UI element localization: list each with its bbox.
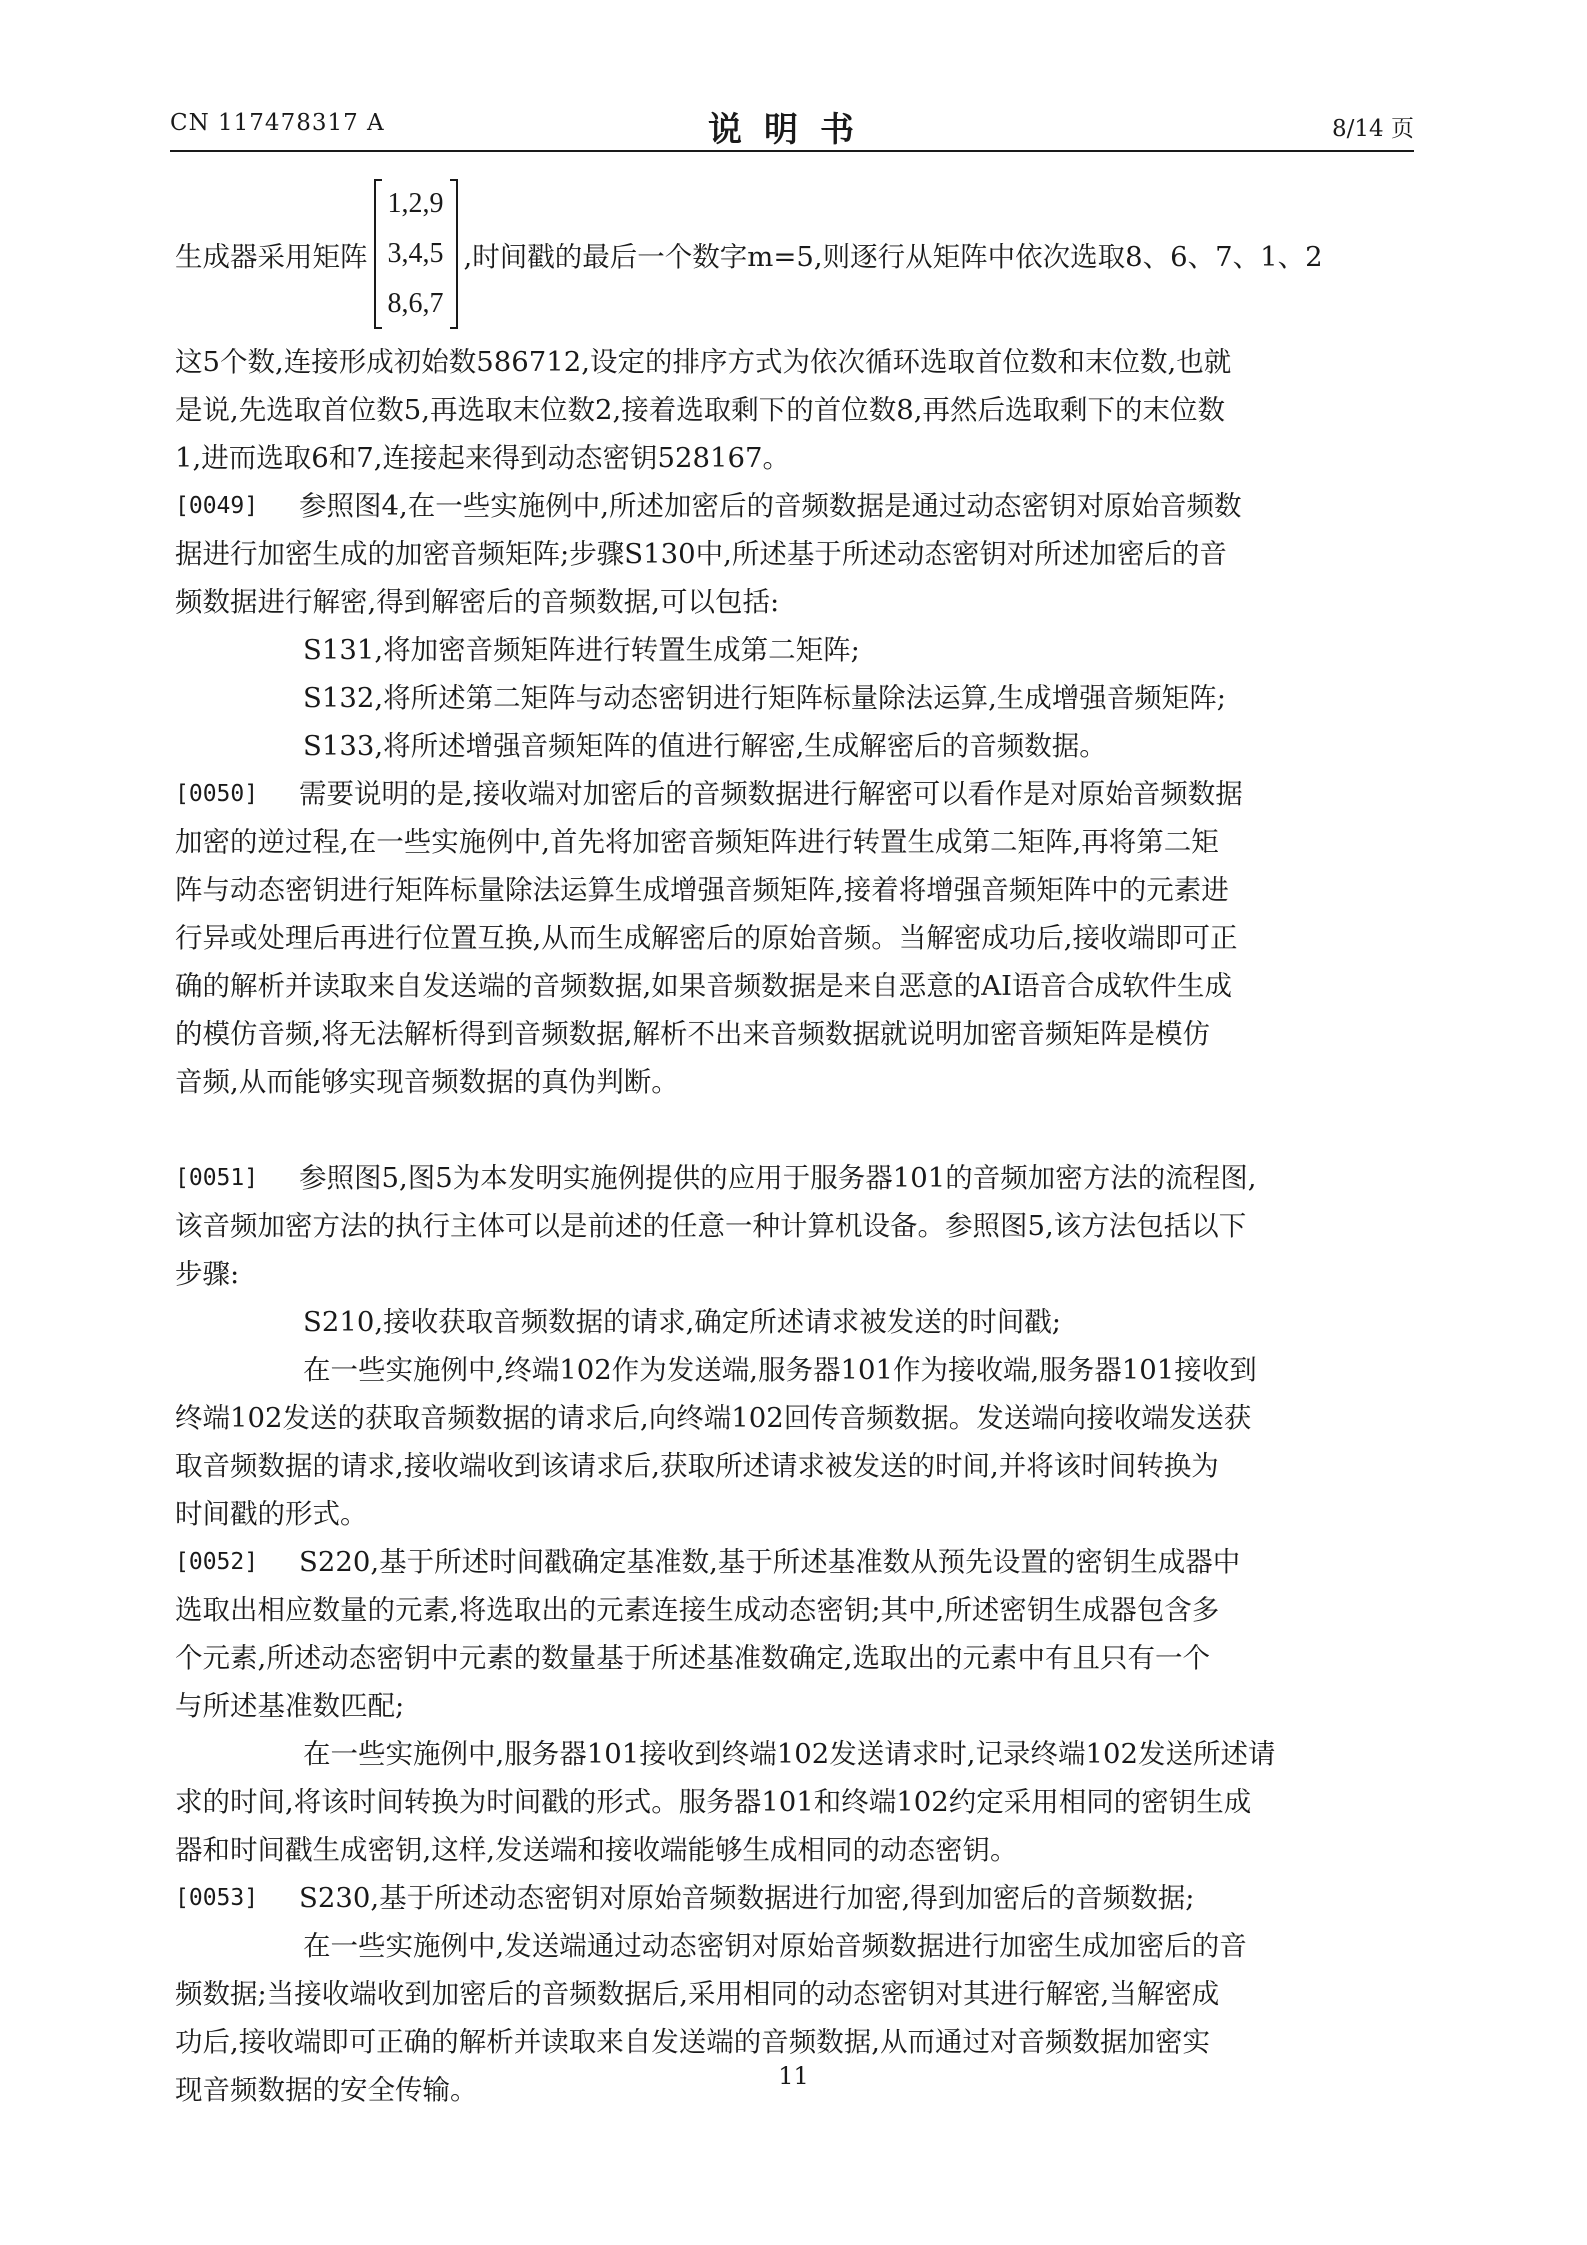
text-line: 阵与动态密钥进行矩阵标量除法运算生成增强音频矩阵,接着将增强音频矩阵中的元素进 xyxy=(175,874,1229,906)
text-line: 终端102发送的获取音频数据的请求后,向终端102回传音频数据。发送端向接收端发送获 xyxy=(175,1402,1252,1434)
matrix-lead-text: 生成器采用矩阵 xyxy=(175,241,368,273)
text-line: 据进行加密生成的加密音频矩阵;步骤S130中,所述基于所述动态密钥对所述加密后的音 xyxy=(175,538,1227,570)
paragraph-number: [0050] xyxy=(175,781,259,807)
paragraph-0049 xyxy=(175,482,1415,530)
key-matrix xyxy=(374,179,458,329)
paragraph-0051 xyxy=(175,1154,1415,1202)
text-line: 参照图5,图5为本发明实施例提供的应用于服务器101的音频加密方法的流程图, xyxy=(299,1162,1257,1194)
patent-number: CN 117478317 A xyxy=(170,110,385,136)
text-line: 这5个数,连接形成初始数586712,设定的排序方式为依次循环选取首位数和末位数,也就 xyxy=(175,346,1232,378)
paragraph-number: [0049] xyxy=(175,493,259,519)
paragraph-0050 xyxy=(175,770,1415,818)
text-line: 确的解析并读取来自发送端的音频数据,如果音频数据是来自恶意的AI语音合成软件生成 xyxy=(175,970,1232,1002)
text-line: 在一些实施例中,发送端通过动态密钥对原始音频数据进行加密生成加密后的音 xyxy=(303,1930,1247,1962)
text-line: 1,进而选取6和7,连接起来得到动态密钥528167。 xyxy=(175,442,790,474)
matrix-row-3: 8,6,7 xyxy=(387,288,444,319)
matrix-row-2: 3,4,5 xyxy=(387,238,444,269)
step-line: S131,将加密音频矩阵进行转置生成第二矩阵; xyxy=(303,634,860,666)
text-line: 需要说明的是,接收端对加密后的音频数据进行解密可以看作是对原始音频数据 xyxy=(299,778,1243,810)
text-line: 加密的逆过程,在一些实施例中,首先将加密音频矩阵进行转置生成第二矩阵,再将第二矩 xyxy=(175,826,1219,858)
matrix-row-1: 1,2,9 xyxy=(387,188,444,219)
text-line: 取音频数据的请求,接收端收到该请求后,获取所述请求被发送的时间,并将该时间转换为 xyxy=(175,1450,1219,1482)
matrix-line xyxy=(175,170,1415,338)
text-line: 是说,先选取首位数5,再选取末位数2,接着选取剩下的首位数8,再然后选取剩下的末位数 xyxy=(175,394,1225,426)
header-rule xyxy=(170,150,1414,152)
text-line: 该音频加密方法的执行主体可以是前述的任意一种计算机设备。参照图5,该方法包括以下 xyxy=(175,1210,1247,1242)
text-line: 频数据进行解密,得到解密后的音频数据,可以包括: xyxy=(175,586,780,618)
text-line: 在一些实施例中,终端102作为发送端,服务器101作为接收端,服务器101接收到 xyxy=(303,1354,1257,1386)
step-line: S133,将所述增强音频矩阵的值进行解密,生成解密后的音频数据。 xyxy=(303,730,1107,762)
text-line: 现音频数据的安全传输。 xyxy=(175,2074,478,2106)
text-line: 行异或处理后再进行位置互换,从而生成解密后的原始音频。当解密成功后,接收端即可正 xyxy=(175,922,1238,954)
text-line: 的模仿音频,将无法解析得到音频数据,解析不出来音频数据就说明加密音频矩阵是模仿 xyxy=(175,1018,1210,1050)
text-line: 功后,接收端即可正确的解析并读取来自发送端的音频数据,从而通过对音频数据加密实 xyxy=(175,2026,1210,2058)
text-line: 音频,从而能够实现音频数据的真伪判断。 xyxy=(175,1066,679,1098)
document-title: 说明书 xyxy=(708,110,876,150)
text-line: 参照图4,在一些实施例中,所述加密后的音频数据是通过动态密钥对原始音频数 xyxy=(299,490,1242,522)
document-body xyxy=(175,170,1415,2114)
paragraph-0053 xyxy=(175,1874,1415,1922)
text-line: 与所述基准数匹配; xyxy=(175,1690,405,1722)
text-line: S220,基于所述时间戳确定基准数,基于所述基准数从预先设置的密钥生成器中 xyxy=(299,1546,1241,1578)
paragraph-number: [0051] xyxy=(175,1165,259,1191)
matrix-trail-text: ,时间戳的最后一个数字m=5,则逐行从矩阵中依次选取8、6、7、1、2 xyxy=(463,241,1323,273)
paragraph-0052 xyxy=(175,1538,1415,1586)
text-line: 器和时间戳生成密钥,这样,发送端和接收端能够生成相同的动态密钥。 xyxy=(175,1834,1018,1866)
text-line: 步骤: xyxy=(175,1258,240,1290)
page-number: 11 xyxy=(778,2062,809,2090)
paragraph-number: [0052] xyxy=(175,1549,259,1575)
text-line: 求的时间,将该时间转换为时间戳的形式。服务器101和终端102约定采用相同的密钥生成 xyxy=(175,1786,1252,1818)
page-header xyxy=(170,102,1414,150)
text-line: 在一些实施例中,服务器101接收到终端102发送请求时,记录终端102发送所述请 xyxy=(303,1738,1276,1770)
text-line: 时间戳的形式。 xyxy=(175,1498,368,1530)
text-line: 个元素,所述动态密钥中元素的数量基于所述基准数确定,选取出的元素中有且只有一个 xyxy=(175,1642,1210,1674)
text-line: 选取出相应数量的元素,将选取出的元素连接生成动态密钥;其中,所述密钥生成器包含多 xyxy=(175,1594,1220,1626)
text-line: S230,基于所述动态密钥对原始音频数据进行加密,得到加密后的音频数据; xyxy=(299,1882,1195,1914)
step-line: S132,将所述第二矩阵与动态密钥进行矩阵标量除法运算,生成增强音频矩阵; xyxy=(303,682,1227,714)
step-line: S210,接收获取音频数据的请求,确定所述请求被发送的时间戳; xyxy=(303,1306,1062,1338)
paragraph-number: [0053] xyxy=(175,1885,259,1911)
text-line xyxy=(175,1106,1415,1154)
page-count: 8/14 页 xyxy=(1332,116,1414,142)
text-line: 频数据;当接收端收到加密后的音频数据后,采用相同的动态密钥对其进行解密,当解密成 xyxy=(175,1978,1220,2010)
